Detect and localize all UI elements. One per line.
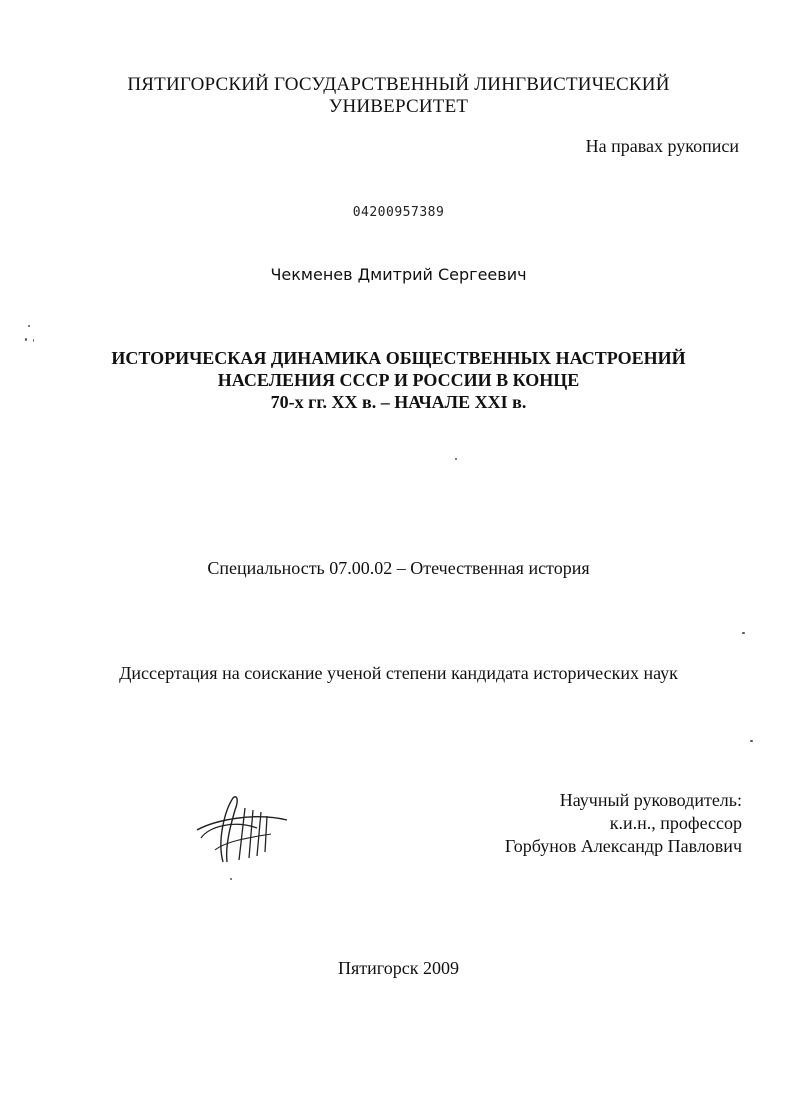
author-name: Чекменев Дмитрий Сергеевич (270, 265, 527, 284)
scan-speck (25, 338, 27, 341)
supervisor-name: Горбунов Александр Павлович (504, 836, 742, 856)
supervisor-rank: к.и.н., профессор (609, 813, 742, 833)
scan-speck (33, 339, 34, 342)
supervisor-block (505, 789, 742, 858)
university-name-line2: УНИВЕРСИТЕТ (328, 96, 469, 117)
manuscript-note: На правах рукописи (585, 136, 739, 156)
dissertation-title-line2: НАСЕЛЕНИЯ СССР И РОССИИ В КОНЦЕ (217, 370, 580, 390)
scan-speck (742, 632, 745, 634)
catalog-number: 04200957389 (352, 205, 445, 220)
supervisor-label: Научный руководитель: (559, 790, 742, 810)
city-year: Пятигорск 2009 (338, 958, 459, 978)
university-name-line1: ПЯТИГОРСКИЙ ГОСУДАРСТВЕННЫЙ ЛИНГВИСТИЧЕСКИЙ (127, 74, 670, 95)
dissertation-title-line3: 70-х гг. XX в. – НАЧАЛЕ XXI в. (270, 392, 527, 412)
scan-speck (230, 878, 232, 880)
scan-speck (750, 740, 753, 742)
specialty: Специальность 07.00.02 – Отечественная история (207, 558, 590, 578)
scan-speck (28, 325, 30, 327)
signature-image (195, 790, 295, 870)
scan-speck (455, 458, 457, 460)
dissertation-title-line1: ИСТОРИЧЕСКАЯ ДИНАМИКА ОБЩЕСТВЕННЫХ НАСТРОЕНИЙ (111, 348, 686, 368)
degree-statement: Диссертация на соискание ученой степени кандидата исторических наук (119, 663, 678, 683)
